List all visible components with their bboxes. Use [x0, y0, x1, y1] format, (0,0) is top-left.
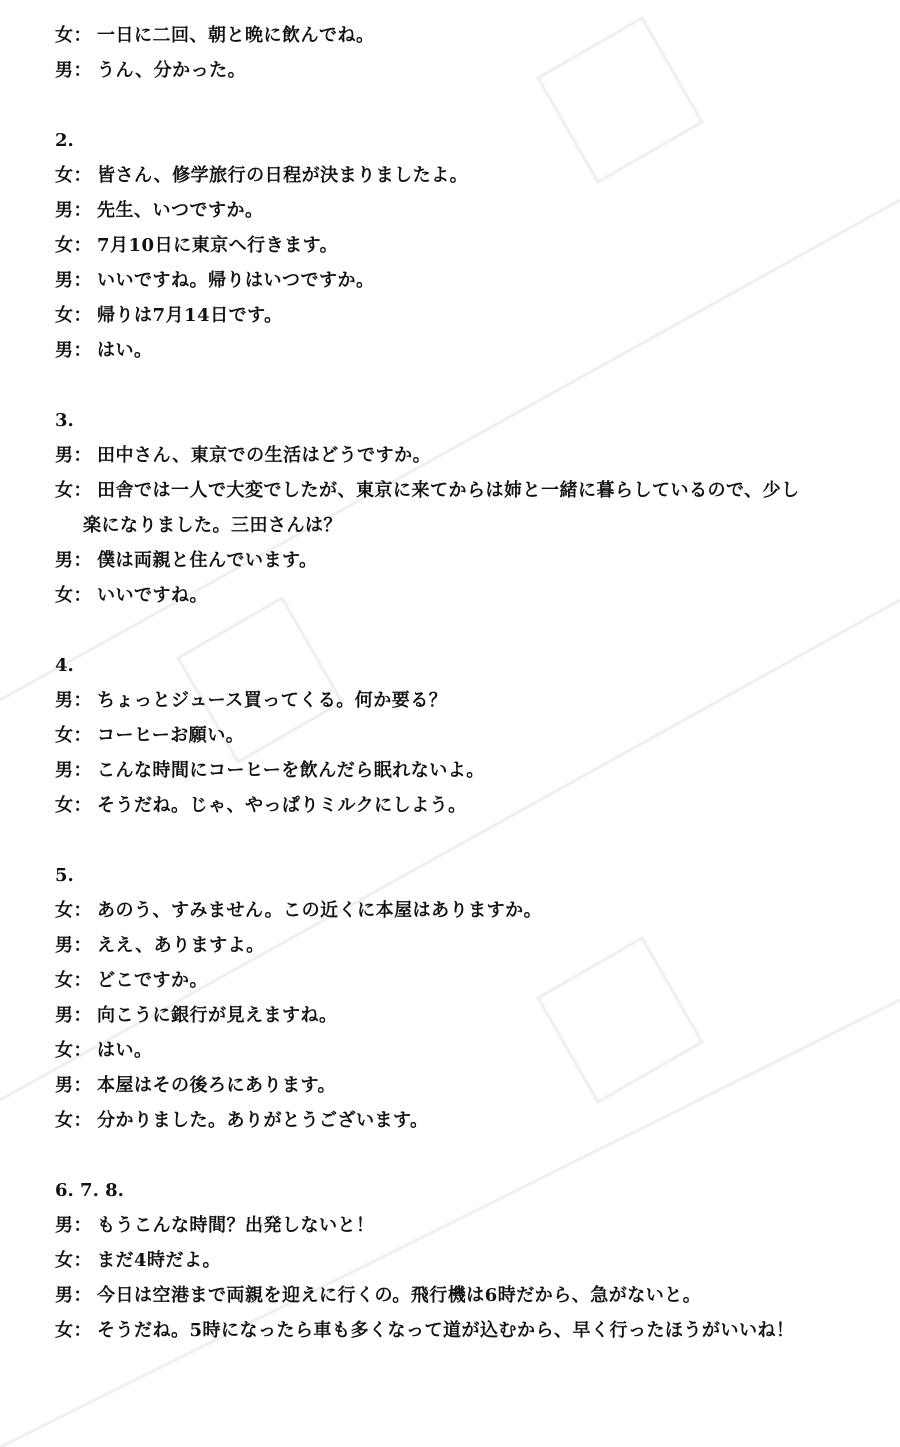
utterance-text: そうだね。じゃ、やっぱりミルクにしよう。 [97, 795, 467, 816]
utterance-text: もうこんな時間？出発しないと！ [97, 1215, 375, 1236]
utterance-text: 田舎では一人で大変でしたが、東京に来てからは姉と一緒に暮らしているので、少し [97, 480, 800, 501]
utterance-text: 本屋はその後ろにあります。 [97, 1075, 337, 1096]
speaker-label: 女： [55, 900, 92, 921]
dialogue-line [55, 1103, 860, 1138]
speaker-label: 女： [55, 1250, 92, 1271]
utterance-text: 向こうに銀行が見えますね。 [97, 1005, 338, 1026]
dialogue-line [55, 893, 860, 928]
dialogue-section [55, 1138, 860, 1348]
dialogue-line [55, 298, 860, 333]
dialogue-line [55, 1033, 860, 1068]
utterance-text: うん、分かった。 [97, 60, 247, 81]
utterance-text: 今日は空港まで両親を迎えに行くの。飛行機は6時だから、急がないと。 [97, 1285, 702, 1306]
dialogue-line [55, 473, 860, 508]
utterance-text: そうだね。5時になったら車も多くなって道が込むから、早く行ったほうがいいね！ [97, 1320, 795, 1341]
speaker-label: 男： [55, 690, 92, 711]
section-gap [55, 368, 860, 403]
utterance-text: 先生、いつですか。 [97, 200, 264, 221]
section-number: 3. [55, 410, 74, 431]
utterance-text: こんな時間にコーヒーを飲んだら眠れないよ。 [97, 760, 485, 781]
dialogue-line [55, 543, 860, 578]
dialogue-line [55, 53, 860, 88]
speaker-label: 男： [55, 270, 92, 291]
dialogue-line [55, 228, 860, 263]
speaker-label: 女： [55, 1320, 92, 1341]
utterance-text: 僕は両親と住んでいます。 [97, 550, 318, 571]
speaker-label: 男： [55, 550, 92, 571]
speaker-label: 女： [55, 1110, 92, 1131]
utterance-text: いいですね。 [97, 585, 208, 606]
speaker-label: 男： [55, 200, 92, 221]
dialogue-line [55, 718, 860, 753]
dialogue-line [55, 18, 860, 53]
speaker-label: 女： [55, 970, 92, 991]
dialogue-line [55, 578, 860, 613]
utterance-continuation: 楽になりました。三田さんは？ [83, 515, 342, 536]
utterance-text: まだ4時だよ。 [97, 1250, 222, 1271]
dialogue-section [55, 368, 860, 613]
dialogue-line [55, 158, 860, 193]
speaker-label: 男： [55, 1215, 92, 1236]
dialogue-line [55, 998, 860, 1033]
dialogue-line [55, 1243, 860, 1278]
speaker-label: 女： [55, 480, 92, 501]
section-number: 6. 7. 8. [55, 1180, 124, 1201]
speaker-label: 女： [55, 25, 92, 46]
dialogue-line [55, 1068, 860, 1103]
dialogue-line [55, 928, 860, 963]
utterance-text: どこですか。 [97, 970, 208, 991]
speaker-label: 女： [55, 585, 92, 606]
dialogue-section [55, 18, 860, 88]
section-gap [55, 823, 860, 858]
speaker-label: 男： [55, 1285, 92, 1306]
utterance-text: 一日に二回、朝と晩に飲んでね。 [97, 25, 375, 46]
dialogue-line [55, 438, 860, 473]
speaker-label: 女： [55, 305, 92, 326]
dialogue-line [55, 753, 860, 788]
dialogue-section [55, 613, 860, 823]
speaker-label: 男： [55, 445, 92, 466]
speaker-label: 女： [55, 795, 92, 816]
dialogue-line [55, 788, 860, 823]
speaker-label: 女： [55, 725, 92, 746]
utterance-text: 田中さん、東京での生活はどうですか。 [97, 445, 432, 466]
dialogue-line [55, 333, 860, 368]
utterance-text: はい。 [97, 340, 153, 361]
section-gap [55, 1138, 860, 1173]
utterance-text: いいですね。帰りはいつですか。 [97, 270, 375, 291]
dialogue-section [55, 88, 860, 368]
utterance-text: 帰りは7月14日です。 [97, 305, 283, 326]
utterance-text: ちょっとジュース買ってくる。何か要る？ [97, 690, 448, 711]
speaker-label: 男： [55, 935, 92, 956]
section-number: 5. [55, 865, 74, 886]
section-number: 2. [55, 130, 74, 151]
utterance-text: あのう、すみません。この近くに本屋はありますか。 [97, 900, 543, 921]
speaker-label: 女： [55, 235, 92, 256]
speaker-label: 女： [55, 1040, 92, 1061]
speaker-label: 男： [55, 60, 92, 81]
speaker-label: 男： [55, 1005, 92, 1026]
dialogue-line [55, 193, 860, 228]
dialogue-line [55, 1278, 860, 1313]
utterance-text: ええ、ありますよ。 [97, 935, 265, 956]
speaker-label: 男： [55, 1075, 92, 1096]
dialogue-line [55, 1208, 860, 1243]
dialogue-section [55, 823, 860, 1138]
speaker-label: 女： [55, 165, 92, 186]
dialogue-line [55, 263, 860, 298]
speaker-label: 男： [55, 760, 92, 781]
utterance-text: はい。 [97, 1040, 153, 1061]
utterance-text: 7月10日に東京へ行きます。 [97, 235, 339, 256]
speaker-label: 男： [55, 340, 92, 361]
utterance-text: 分かりました。ありがとうございます。 [97, 1110, 429, 1131]
dialogue-line [55, 1313, 860, 1348]
section-gap [55, 613, 860, 648]
dialogue-line [55, 963, 860, 998]
dialogue-line [55, 683, 860, 718]
utterance-text: 皆さん、修学旅行の日程が決まりましたよ。 [97, 165, 469, 186]
section-number: 4. [55, 655, 74, 676]
utterance-text: コーヒーお願い。 [97, 725, 245, 746]
section-gap [55, 88, 860, 123]
